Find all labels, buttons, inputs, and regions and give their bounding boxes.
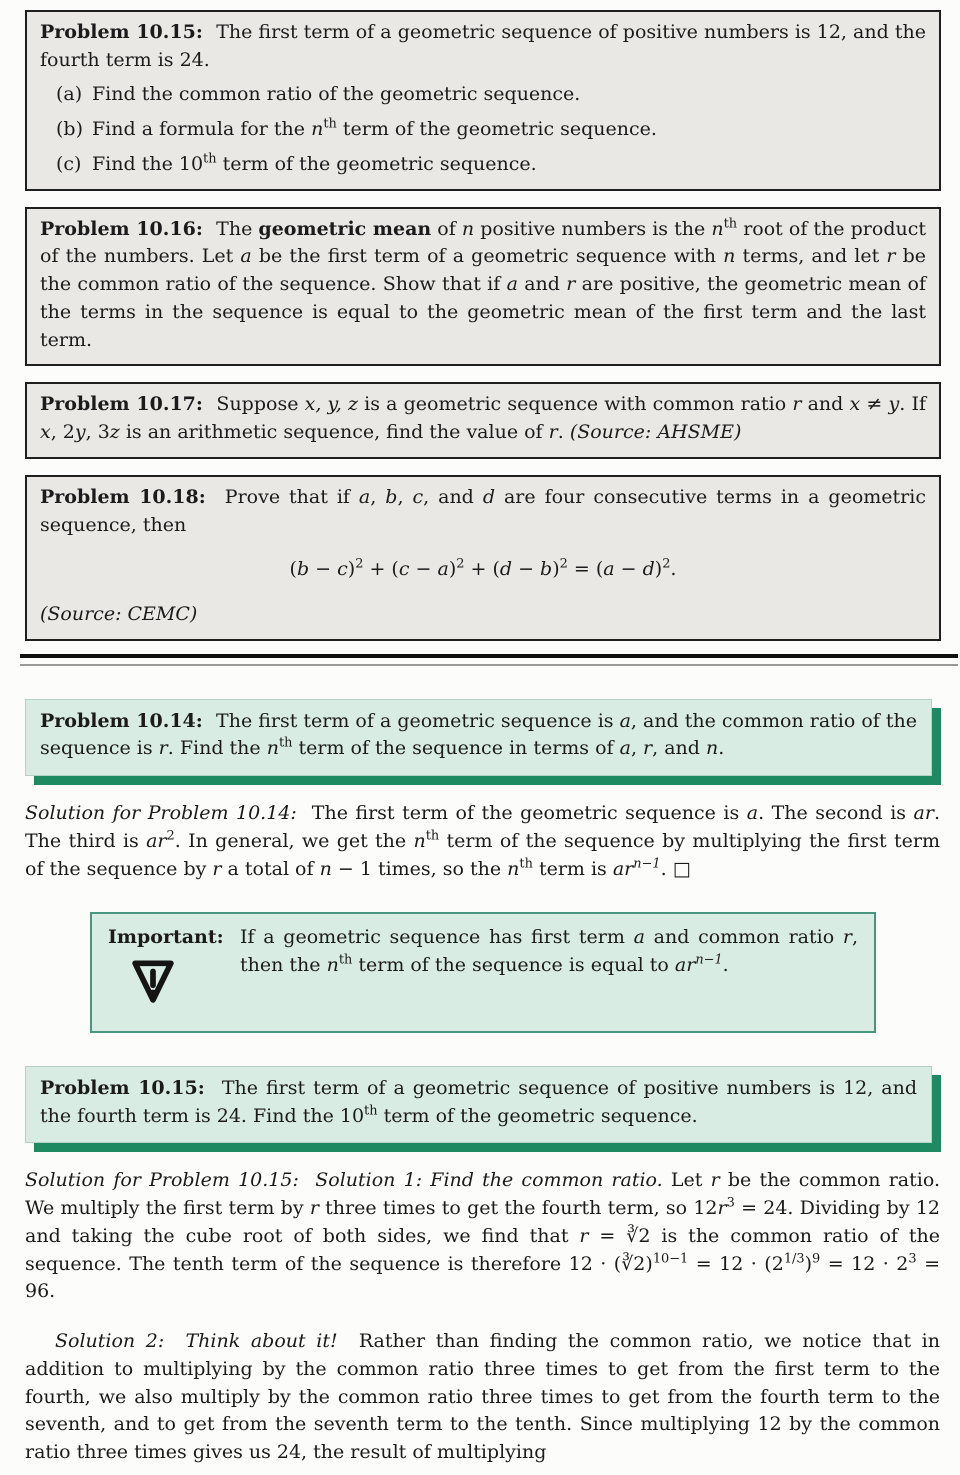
part-b-label: (b)	[56, 118, 83, 141]
problem-10-15-part-c	[56, 151, 926, 179]
solution-10-14-text: Solution for Problem 10.14: The first term of the geometric sequence is a. The second is ar. The third is $ar^2$. In general, we get the $n^{th}$ term of the sequence by multiplying the first term of the sequence by r a total of n − 1 times, so the $n^{th}$ term is $ar^{n-1}$. □	[25, 802, 941, 880]
problem-10-16-text: Problem 10.16: The geometric mean of n positive numbers is the $n^{th}$ root of the product of the numbers. Let a be the first term of a geometric sequence with n terms, and let r be the common ratio of the sequence. Show that if a and r are positive, the geometric mean of the terms in the sequence is equal to the geometric mean of the first term and the last term.	[40, 216, 927, 351]
problem-10-15-head: Problem 10.15: The first term of a geometric sequence of positive numbers is 12, and the fourth term is 24.	[40, 21, 926, 71]
part-a-label: (a)	[56, 83, 83, 106]
highlighted-problem-10-15	[25, 1066, 932, 1143]
problem-10-18-head: Problem 10.18: Prove that if a, b, c, and d are four consecutive terms in a geometric sequence, then	[40, 485, 926, 536]
problem-10-17-text: Problem 10.17: Suppose x, y, z is a geometric sequence with common ratio r and x ≠ y. If x, 2y, 3z is an arithmetic sequence, find the value of r. (Source: AHSME)	[40, 393, 926, 444]
part-b-text: Find a formula for the $n^{th}$ term of the geometric sequence.	[92, 116, 657, 141]
problem-box-10-17	[25, 382, 941, 458]
solution-10-15-paragraph	[25, 1167, 940, 1306]
problem-10-15-part-a	[56, 81, 926, 109]
divider-thin-line	[20, 664, 958, 666]
part-c-text: Find the 10th term of the geometric sequence.	[92, 151, 537, 175]
solution-10-14-paragraph	[25, 800, 940, 883]
problem-box-10-15	[25, 10, 941, 191]
part-a-text: Find the common ratio of the geometric sequence.	[92, 83, 581, 106]
problem-box-10-18	[25, 475, 941, 641]
solution-2-text: Solution 2: Think about it! Rather than finding the common ratio, we notice that in addition to multiplying by the common ratio three times to get from the first term to the fourth, we also multiply by the common ratio three times to get from the fourth term to the seventh, and to get from the seventh term to the tenth. Since multiplying 12 by the common ratio three times gives us 24, the result of multiplying	[25, 1330, 941, 1463]
important-label-column	[108, 924, 234, 1016]
divider-thick-line	[20, 654, 958, 658]
important-label: Important:	[108, 926, 224, 949]
section-divider	[20, 654, 958, 666]
problem-10-15-part-b	[56, 116, 926, 144]
problem-10-14-text: Problem 10.14: The first term of a geometric sequence is a, and the common ratio of the sequence is r. Find the $n^{th}$ term of the sequence in terms of a, r, and n.	[40, 709, 917, 760]
problem-10-18-source: (Source: CEMC)	[40, 603, 198, 626]
highlighted-problem-10-14	[25, 699, 932, 776]
solution-2-paragraph	[25, 1328, 940, 1475]
exclamation-warning-icon	[126, 956, 234, 1017]
important-text: If a geometric sequence has first term a and common ratio r, then the $n^{th}$ term of the sequence is equal to $ar^{n-1}$.	[240, 926, 858, 977]
important-callout	[90, 912, 876, 1032]
solution-10-15-text: Solution for Problem 10.15: Solution 1: Find the common ratio. Let r be the common ratio. We multiply the first term by r three times to get the fourth term, so $12r^3 = 24$. Dividing by 12 and taking the cube root of both sides, we find that r = ∛2 is the common ratio of the sequence. The tenth term of the sequence is therefore 12 · (∛2)$^{10-1}$ = $12 \cdot (2^{1/3})^9 = 12 \cdot 2^3 = 96$.	[25, 1169, 940, 1303]
part-c-label: (c)	[56, 152, 82, 175]
problem-10-18-equation: $(b - c)^2 + (c - a)^2 + (d - b)^2 = (a - d)^2$.	[289, 556, 677, 581]
problem-box-10-16	[25, 207, 941, 367]
problem-10-15-parts	[40, 81, 926, 178]
problem-10-15-restate-text: Problem 10.15: The first term of a geometric sequence of positive numbers is 12, and the fourth term is 24. Find the 10th term of the geometric sequence.	[40, 1076, 917, 1127]
